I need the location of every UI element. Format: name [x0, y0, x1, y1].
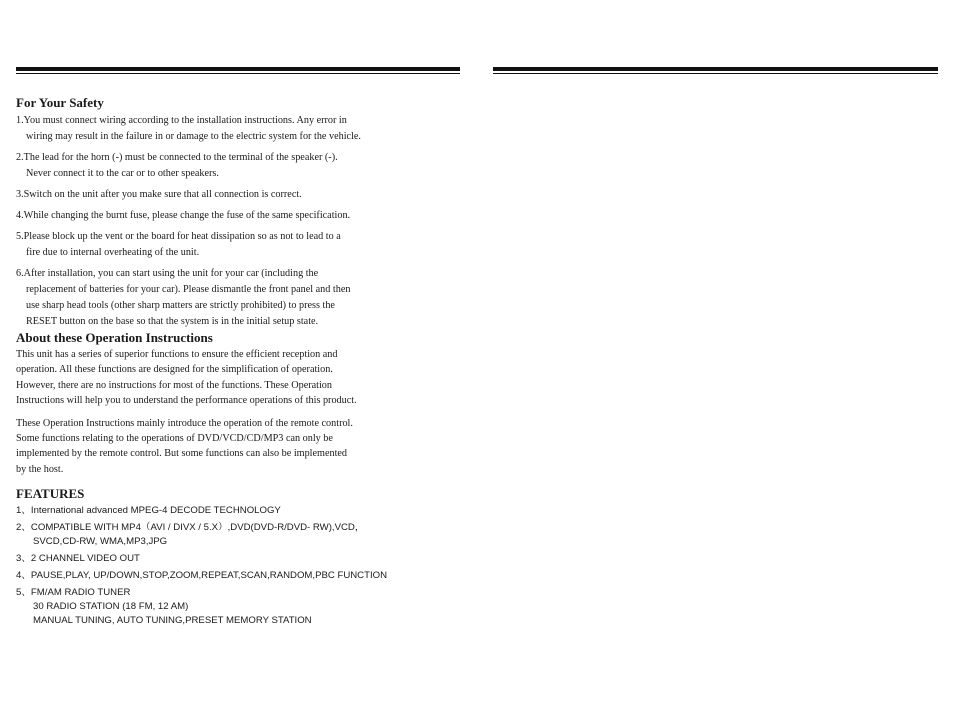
safety-item: 6.After installation, you can start using the unit for your car (including the replacement of batteries for your car). Please dismantle the front panel and then use sharp head tools (other sharp matters are strictly prohibited) to press the RESET button on the base so that the system is in the initial setup state. [16, 268, 351, 327]
header-rule-right [493, 67, 938, 76]
feature-item: 5、FM/AM RADIO TUNER 30 RADIO STATION (18 FM, 12 AM) MANUAL TUNING, AUTO TUNING,PRESET MEMORY STATION [16, 587, 312, 627]
safety-item: 5.Please block up the vent or the board for heat dissipation so as not to lead to a fire due to internal overheating of the unit. [16, 231, 341, 258]
safety-section [16, 94, 441, 330]
header-rule-left [16, 67, 460, 76]
about-heading: About these Operation Instructions [16, 330, 213, 345]
features-heading: FEATURES [16, 486, 85, 502]
left-page-column [16, 94, 441, 631]
safety-heading: For Your Safety [16, 95, 104, 110]
about-paragraph: These Operation Instructions mainly introduce the operation of the remote control. Some functions relating to the operations of DVD/VCD/CD/MP3 can only be implemented by the remote control. But some functions can also be implemented by the host. [16, 417, 353, 475]
feature-item: 3、2 CHANNEL VIDEO OUT [16, 553, 140, 565]
feature-item: 2、COMPATIBLE WITH MP4（AVI / DIVX / 5.X）,DVD(DVD-R/DVD- RW),VCD， SVCD,CD-RW, WMA,MP3,JPG [16, 522, 365, 548]
features-section [16, 485, 441, 628]
rule-thin-line [16, 73, 460, 74]
safety-item: 3.Switch on the unit after you make sure that all connection is correct. [16, 189, 302, 200]
safety-item: 1.You must connect wiring according to the installation instructions. Any error in wiring may result in the failure in or damage to the electric system for the vehicle. [16, 115, 361, 142]
safety-item: 2.The lead for the horn (-) must be connected to the terminal of the speaker (-). Never connect it to the car or to other speakers. [16, 152, 338, 179]
safety-item: 4.While changing the burnt fuse, please change the fuse of the same specification. [16, 210, 351, 221]
feature-item: 4、PAUSE,PLAY, UP/DOWN,STOP,ZOOM,REPEAT,SCAN,RANDOM,PBC FUNCTION [16, 570, 388, 582]
rule-thin-line [493, 73, 938, 74]
about-section [16, 330, 441, 477]
about-paragraph: This unit has a series of superior functions to ensure the efficient reception and operation. All these functions are designed for the simplification of operation. However, there are no instructions for most of the functions. These Operation Instructions will help you to understand the performance operations of this product. [16, 349, 357, 407]
feature-item: 1、International advanced MPEG-4 DECODE TECHNOLOGY [16, 505, 281, 517]
